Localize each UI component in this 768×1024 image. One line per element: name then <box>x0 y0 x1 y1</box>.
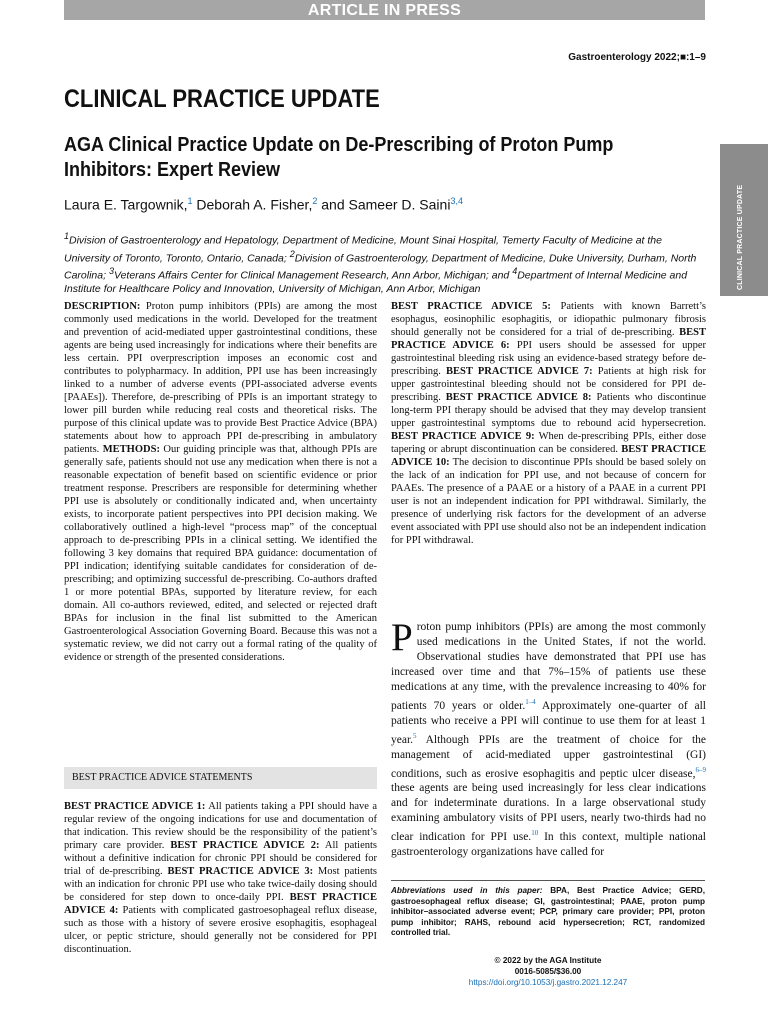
author-name: Laura E. Targownik, <box>64 196 188 213</box>
bpa-text: Patients at high risk for upper gastrointestinal bleeding should not be considered for PPI de-prescribing. <box>391 366 706 403</box>
bpa-text: Most patients with an indication for chronic PPI use who take twice-daily dosing should be considered for step down to once-daily PPI. <box>64 866 378 903</box>
methods-label: METHODS: <box>102 444 160 455</box>
intro-text: roton pump inhibitors (PPIs) are among the most commonly used medications in the United States, if not the world. Observational studies have demonstrated that PPI use has increased over time and that 7%–15% of patients use these medications at any time, with the prevalence increasing to 40% for patients 70 years or older. <box>391 621 706 712</box>
drop-cap: P <box>391 616 413 659</box>
affiliation: Division of Gastroenterology, Department of Medicine, Duke University, Durham, North Carolina; <box>64 252 697 282</box>
introduction <box>391 616 707 860</box>
intro-text: In this context, multiple national gastroenterology organizations have called for <box>391 831 707 859</box>
affil-marker: 3 <box>108 266 114 276</box>
copyright-block <box>391 955 705 988</box>
bpa-label: BEST PRACTICE ADVICE 2: <box>170 840 320 851</box>
bpa-label: BEST PRACTICE ADVICE 1: <box>64 801 206 812</box>
journal-citation: Gastroenterology 2022;■:1–9 <box>568 52 706 63</box>
affiliation: Division of Gastroenterology and Hepatology, Department of Medicine, Mount Sinai Hospital, Temerty Faculty of Medicine at the University of Toronto, Toronto, Ontario, Canada; <box>64 234 662 264</box>
affiliation: Veterans Affairs Center for Clinical Management Research, Ann Arbor, Michigan; and <box>113 269 513 282</box>
side-tab-label: CLINICAL PRACTICE UPDATE <box>737 184 744 290</box>
bpa-text: When de-prescribing PPIs, either dose tapering or abrupt discontinuation can be considered. <box>391 431 706 455</box>
affil-marker: 1 <box>64 231 70 241</box>
bpa-heading: BEST PRACTICE ADVICE STATEMENTS <box>72 772 253 783</box>
author-affil-ref[interactable]: 2 <box>312 196 318 206</box>
affiliation: Department of Internal Medicine and Institute for Healthcare Policy and Innovation, University of Michigan, Ann Arbor, Michigan <box>64 269 688 295</box>
reference-link[interactable]: 6–9 <box>695 765 706 774</box>
footnote-divider <box>391 880 705 881</box>
article-in-press-banner: ARTICLE IN PRESS <box>64 0 705 20</box>
affil-marker: 4 <box>512 266 518 276</box>
bpa-label: BEST PRACTICE ADVICE 7: <box>446 366 593 377</box>
bpa-text: All patients taking a PPI should have a regular review of the ongoing indications for use and documentation of that indication. This review should be the responsibility of the patient’s primary care provider. <box>64 801 378 851</box>
bpa-label: BEST PRACTICE ADVICE 10: <box>391 444 706 468</box>
bpa-label: BEST PRACTICE ADVICE 5: <box>391 301 551 312</box>
reference-link[interactable]: 10 <box>531 829 539 838</box>
abstract <box>64 300 377 664</box>
abbreviations-footnote <box>391 886 705 939</box>
bpa-text: PPI users should be assessed for upper gastrointestinal bleeding risk using an evidence-based strategy before de-prescribing. <box>391 340 706 377</box>
bpa-label: BEST PRACTICE ADVICE 9: <box>391 431 535 442</box>
bpa-label: BEST PRACTICE ADVICE 6: <box>391 327 706 351</box>
reference-link[interactable]: 1–4 <box>525 698 536 706</box>
bpa-list-left <box>64 800 377 956</box>
affiliations <box>64 230 709 296</box>
issn-price: 0016-5085/$36.00 <box>514 967 582 976</box>
bpa-heading-box <box>64 767 377 789</box>
author-affil-ref[interactable]: 1 <box>187 196 193 206</box>
bpa-list-right <box>391 300 706 547</box>
abbreviations-label: Abbreviations used in this paper: <box>391 886 543 895</box>
description-text: Proton pump inhibitors (PPIs) are among the most commonly used medications in the world. Developed for the treatment and prevention of acid-mediated upper gastrointestinal conditions, these agents are being used increasingly for indications where their benefits are less certain. PPI overprescription imposes an economic cost and contributes to polypharmacy. In addition, PPI use has been increasingly linked to a number of adverse events (PPI-associated adverse events [PAAEs]). Therefore, de-prescribing of PPIs is an important strategy to lower pill burden while reducing real costs and theoretical risks. The purpose of this clinical update was to provide Best Practice Advice (BPA) statements about how to approach PPI de-prescribing in ambulatory patients. <box>64 301 377 455</box>
author-name: Deborah A. Fisher, <box>192 196 313 213</box>
bpa-label: BEST PRACTICE ADVICE 8: <box>445 392 592 403</box>
bpa-label: BEST PRACTICE ADVICE 3: <box>167 866 314 877</box>
article-title: AGA Clinical Practice Update on De-Prescribing of Proton Pump Inhibitors: Expert Review <box>64 134 614 181</box>
bpa-text: Patients with complicated gastroesophageal reflux disease, such as those with a history of severe erosive esophagitis, esophageal ulcer, or peptic stricture, should generally not be considered for PPI discontinuation. <box>64 905 377 955</box>
author-list <box>64 196 463 213</box>
intro-text: Although PPIs are the treatment of choice for the management of acid-mediated upper gastrointestinal (GI) conditions, such as erosive esophagitis and peptic ulcer disease, <box>391 733 706 780</box>
bpa-text: Patients with known Barrett’s esophagus, eosinophilic esophagitis, or idiopathic pulmonary fibrosis should generally not be considered for a trial of de-prescribing. <box>391 301 707 338</box>
bpa-label: BEST PRACTICE ADVICE 4: <box>64 892 378 916</box>
affil-marker: 2 <box>289 248 295 259</box>
intro-text: Approximately one-quarter of all patients who receive a PPI will continue to use them for at least 1 year. <box>391 699 707 746</box>
copyright-line: © 2022 by the AGA Institute <box>494 956 602 965</box>
methods-text: Our guiding principle was that, although PPIs are generally safe, patients should not use any medication when there is not a reasonable expectation of benefit based on scientific evidence or prior treatment response. Prescribers are responsible for determining whether PPI use is absolutely or conditionally indicated and, when uncertainty exists, to incorporate patient perspectives into PPI decision making. We collaboratively outlined a high-level “process map” of the conceptual approach to de-prescribing PPIs in a clinical setting. We identified the following 3 key domains that required BPA guidance: documentation of PPI indication; identifying suitable candidates for consideration of de-prescribing; and optimizing successful de-prescribing. Co-authors drafted 1 or more potential BPAs, supported by literature review, for each domain. All co-authors reviewed, edited, and selected or rejected draft BPAs for inclusion in the final list submitted to the American Gastroenterological Association Governing Board. Because this was not a systematic review, we did not carry out a formal rating of the quality of evidence or strength of the presented considerations. <box>64 444 377 663</box>
bpa-text: All patients without a definitive indication for chronic PPI should be considered for trial of de-prescribing. <box>64 840 377 877</box>
side-section-tab <box>720 144 768 296</box>
doi-link[interactable]: https://doi.org/10.1053/j.gastro.2021.12.247 <box>468 978 628 987</box>
bpa-text: The decision to discontinue PPIs should be based solely on the lack of an indication for PPI use, and not because of concern for PAAEs. The presence of a PAAE or a history of a PAAE in a current PPI user is not an independent indication for PPI withdrawal. Similarly, the presence of underlying risk factors for the development of an adverse event associated with PPI use should also not be an independent indication for PPI withdrawal. <box>391 457 706 546</box>
section-heading: CLINICAL PRACTICE UPDATE <box>64 85 380 113</box>
description-label: DESCRIPTION: <box>64 301 141 312</box>
bpa-text: Patients who discontinue long-term PPI therapy should be advised that they may develop transient upper gastrointestinal symptoms due to rebound acid hypersecretion. <box>391 392 706 429</box>
author-affil-ref[interactable]: 3,4 <box>450 196 463 206</box>
abbreviations-text: BPA, Best Practice Advice; GERD, gastroesophageal reflux disease; GI, gastrointestinal; PAAE, proton pump inhibitor–associated adverse event; PCP, primary care provider; PPI, proton pump inhibitor; RAHS, rebound acid hypersecretion; RCT, randomized controlled trial. <box>391 886 705 937</box>
author-name: and Sameer D. Saini <box>317 196 451 213</box>
intro-text: these agents are being used increasingly for less clear indications and for indeterminate durations. In a large observational study examining ambulatory visits of PPI users, nearly two-thirds had no clear indication for PPI use. <box>391 782 706 844</box>
reference-link[interactable]: 5 <box>413 731 417 740</box>
